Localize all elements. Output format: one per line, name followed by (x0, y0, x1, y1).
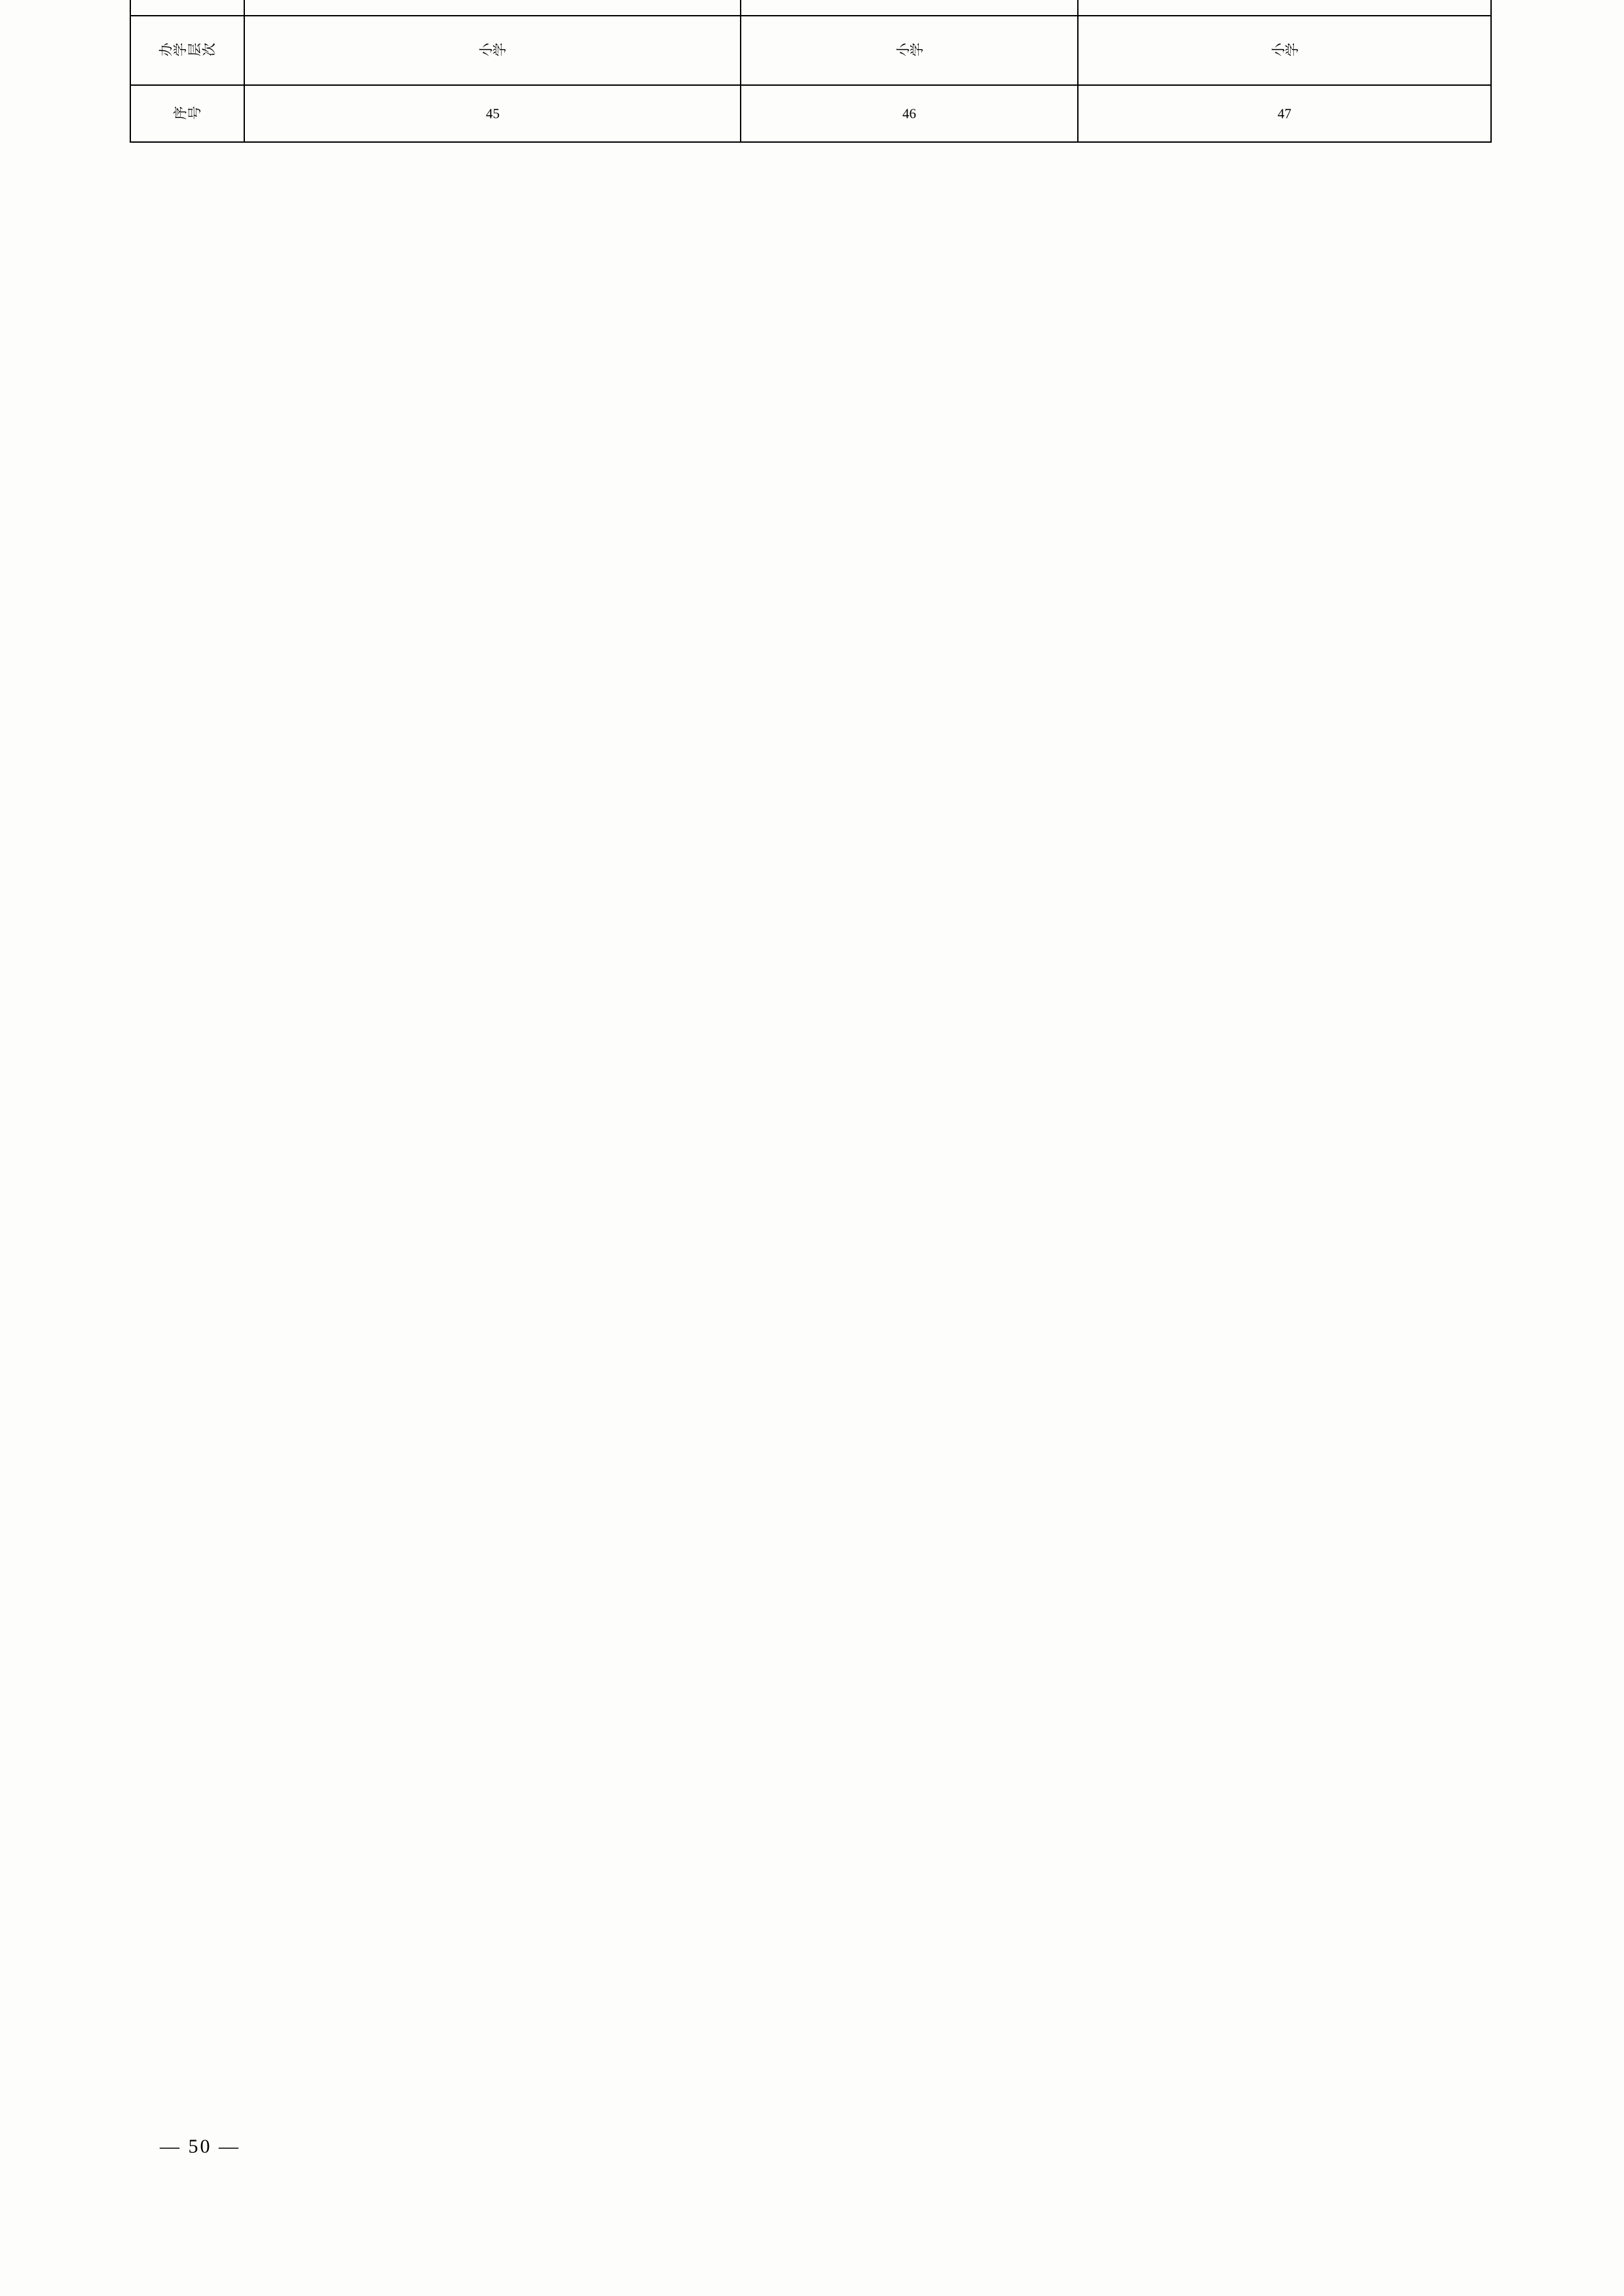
table-body (244, 0, 1491, 142)
col-header-seq: 序号 (130, 85, 244, 142)
cell-level: 小学 (741, 16, 1078, 85)
project-table (130, 0, 1492, 143)
cell-status (244, 0, 741, 16)
table-row (1078, 0, 1491, 142)
col-header-level: 办学层次 (130, 16, 244, 85)
col-header-status (130, 0, 244, 16)
cell-seq: 47 (1078, 85, 1491, 142)
cell-level: 小学 (1078, 16, 1491, 85)
page-number: — 50 — (160, 2136, 240, 2157)
cell-status (741, 0, 1078, 16)
rotated-table-container (130, 0, 1492, 143)
table-row (741, 0, 1078, 142)
cell-level: 小学 (244, 16, 741, 85)
cell-status (1078, 0, 1491, 16)
cell-seq: 45 (244, 85, 741, 142)
table-row (244, 0, 741, 142)
cell-seq: 46 (741, 85, 1078, 142)
